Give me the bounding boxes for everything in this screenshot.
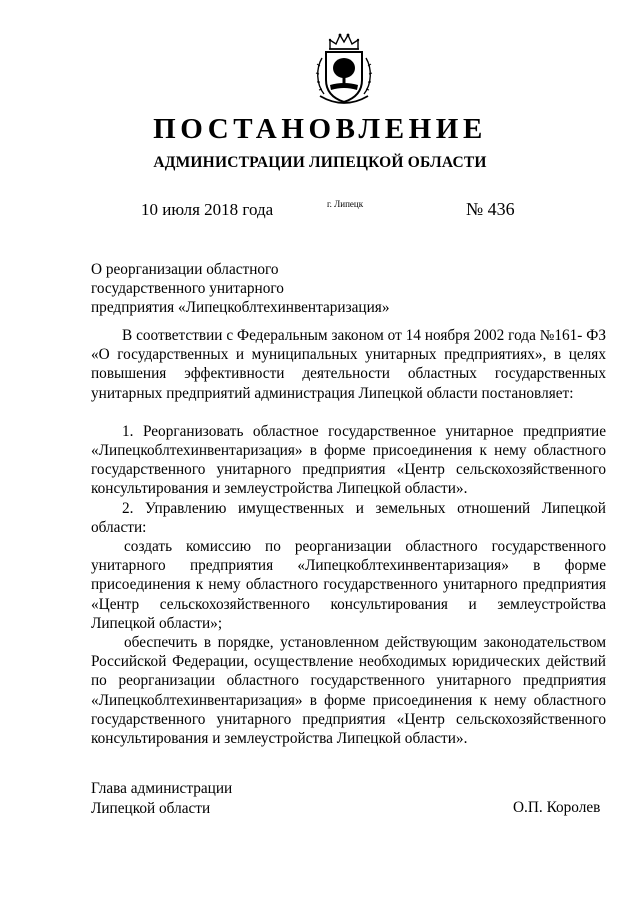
subject-line: О реорганизации областного <box>91 261 279 278</box>
signatory-position <box>91 779 232 818</box>
subject-line: предприятия «Липецкоблтехинвентаризация» <box>91 299 390 316</box>
document-place: г. Липецк <box>327 199 364 209</box>
position-line: Липецкой области <box>91 799 211 817</box>
lipetsk-coat-of-arms-icon <box>312 32 376 108</box>
signatory-name: О.П. Королев <box>513 799 601 816</box>
preamble-paragraph: В соответствии с Федеральным законом от 14 ноября 2002 года №161- ФЗ «О государственных и муниципальных унитарных предприятиях», в целях повышения эффективности деятельности областных государственных унитарных предприятий администрация Липецкой области постановляет: <box>91 327 606 402</box>
issuing-authority: АДМИНИСТРАЦИИ ЛИПЕЦКОЙ ОБЛАСТИ <box>153 154 487 171</box>
document-title: ПОСТАНОВЛЕНИЕ <box>153 113 487 145</box>
document-body <box>91 326 606 748</box>
document-date: 10 июля 2018 года <box>141 200 274 219</box>
resolution-item-2: 2. Управлению имущественных и земельных отношений Липецкой области: <box>91 499 606 536</box>
document-subject <box>91 260 390 317</box>
resolution-item-2a: создать комиссию по реорганизации областного государственного унитарного предприятия «Липецкоблтехинвентаризация» в форме присоединения к нему областного государственного унитарного предприятия «Центр сельскохозяйственного консультирования и землеустройства Липецкой области»; <box>91 538 606 632</box>
document-number: № 436 <box>466 199 515 219</box>
resolution-item-2b: обеспечить в порядке, установленном действующим законодательством Российской Федерации, осуществление необходимых юридических действий по реорганизации областного государственного унитарного предприятия «Липецкоблтехинвентаризация» в форме присоединения к нему областного государственного унитарного предприятия «Центр сельскохозяйственного консультирования и землеустройства Липецкой области». <box>91 634 606 748</box>
resolution-item-1: 1. Реорганизовать областное государственное унитарное предприятие «Липецкоблтехинвентаризация» в форме присоединения к нему областного государственного унитарного предприятия «Центр сельскохозяйственного консультирования и землеустройства Липецкой области». <box>91 422 606 498</box>
subject-line: государственного унитарного <box>91 280 284 297</box>
position-line: Глава администрации <box>91 780 233 797</box>
